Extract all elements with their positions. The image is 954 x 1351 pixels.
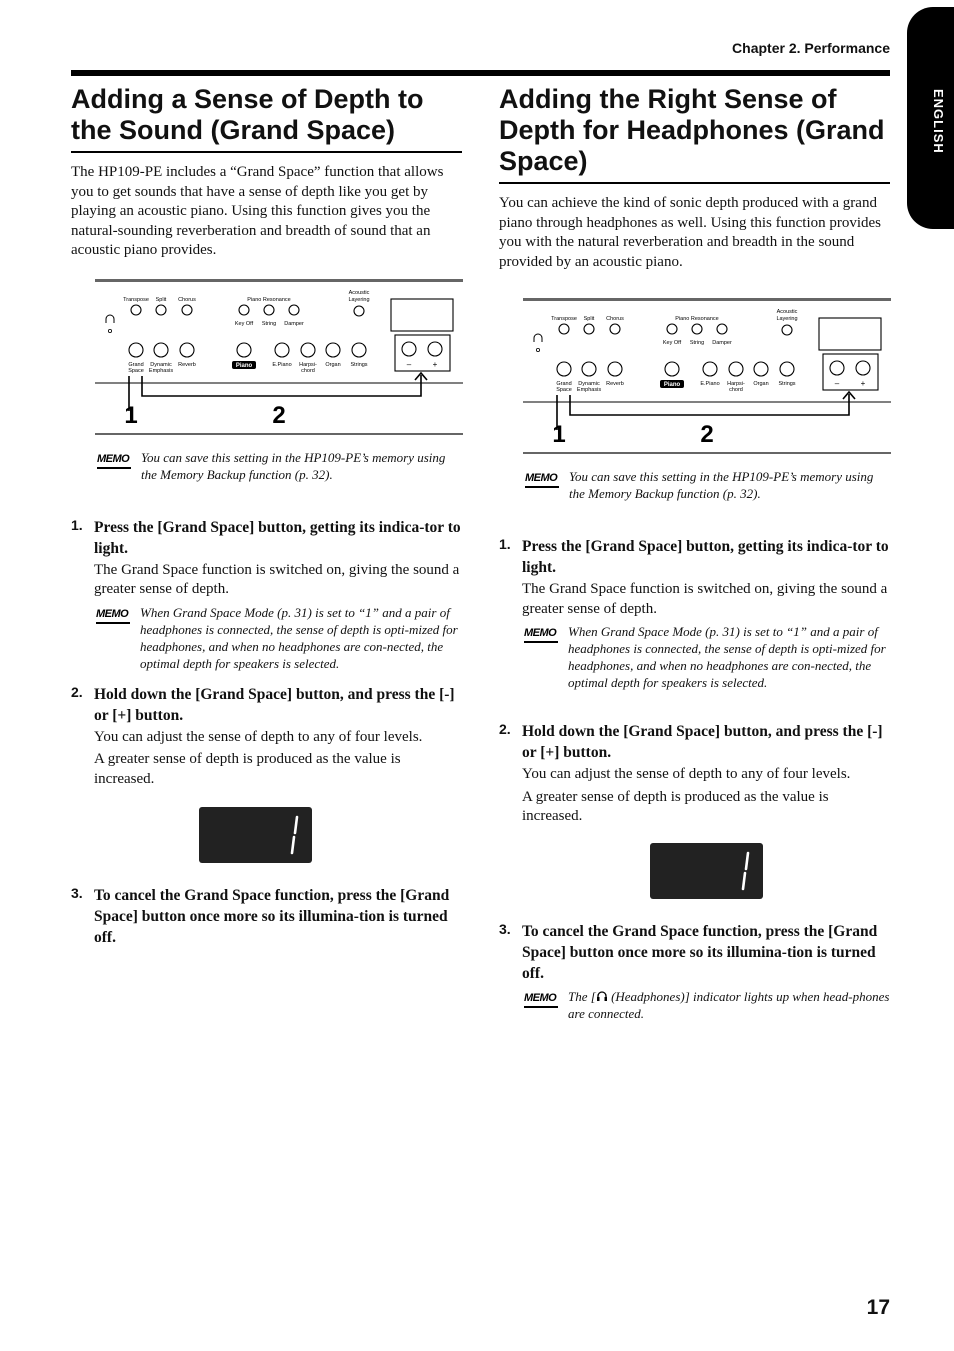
step-title: To cancel the Grand Space function, press the [Grand Space] button once more so its illumina-tion is turned off. <box>94 887 450 946</box>
panel-label: Emphasis <box>148 367 174 374</box>
panel-label: String <box>261 320 277 327</box>
callout-1: 1 <box>552 421 566 448</box>
header-rule <box>71 70 890 76</box>
piano-badge-label: Piano <box>663 382 681 388</box>
plus-button <box>856 361 870 375</box>
panel-button <box>782 325 792 335</box>
panel-button <box>326 343 340 357</box>
callout-2: 2 <box>700 421 714 448</box>
headphones-indicator <box>108 329 111 332</box>
panel-label: Acoustic <box>348 289 370 296</box>
panel-button <box>180 343 194 357</box>
panel-label: Transpose <box>123 296 149 303</box>
memo-pre: The [ <box>568 988 596 1004</box>
step-title: Press the [Grand Space] button, getting its indica-tor to light. <box>522 538 889 576</box>
step-number: 2. <box>499 721 511 737</box>
panel-label: Grand <box>556 381 572 387</box>
language-tab <box>907 7 954 229</box>
panel-label: Chorus <box>178 296 196 303</box>
led-segment <box>295 817 297 833</box>
step-body: The Grand Space function is switched on, giving the sound a greater sense of depth. <box>522 581 888 617</box>
plus-label: + <box>432 359 438 369</box>
panel-button <box>156 305 166 315</box>
headphones-icon <box>596 990 608 1002</box>
panel-label: Emphasis <box>576 387 602 393</box>
led-segment <box>743 873 745 889</box>
panel-button <box>289 305 299 315</box>
right-memo <box>523 468 890 502</box>
right-panel-diagram <box>523 298 891 458</box>
panel-label: Space <box>556 387 572 393</box>
minus-button <box>830 361 844 375</box>
right-intro: You can achieve the kind of sonic depth produced with a grand piano through headphones as well. Using this function provides you with the natural reverberation and breadth in the sound provided by an acoustic piano. <box>499 195 882 270</box>
right-section-title: Adding the Right Sense of Depth for Headphones (Grand Space) <box>499 84 890 184</box>
panel-label: Split <box>155 296 167 303</box>
panel-button <box>301 343 315 357</box>
panel-label: Split <box>583 316 595 322</box>
panel-button <box>610 324 620 334</box>
left-column <box>71 84 462 948</box>
right-step1-memo <box>522 623 890 691</box>
panel-button <box>780 362 794 376</box>
panel-label: Harpsi- <box>727 381 745 387</box>
left-intro: The HP109-PE includes a “Grand Space” function that allows you to get sounds that have a sense of depth like you get by playing an acoustic piano. Using this function gives you the natural-sounding reverberation and breadth of sound that an acoustic piano provides. <box>71 164 444 258</box>
led-svg <box>199 807 312 863</box>
panel-label: Dynamic <box>578 381 600 387</box>
panel-button <box>129 343 143 357</box>
led-digit-value: 1 <box>198 807 200 808</box>
memo-icon: MEMO <box>96 608 132 622</box>
panel-button <box>557 362 571 376</box>
plus-label: + <box>860 379 866 388</box>
panel-label: String <box>689 340 705 346</box>
step-body: You can adjust the sense of depth to any of four levels. <box>94 728 423 745</box>
panel-label: Layering <box>348 296 370 303</box>
led-digit-value: 1 <box>649 842 651 844</box>
step-body: The Grand Space function is switched on, giving the sound a greater sense of depth. <box>94 561 460 597</box>
panel-label: Acoustic <box>776 309 798 315</box>
panel-button <box>582 362 596 376</box>
panel-svg <box>95 279 463 439</box>
panel-label: Grand <box>128 361 144 368</box>
panel-button <box>667 324 677 334</box>
panel-display <box>391 299 453 331</box>
panel-label: Organ <box>325 361 341 368</box>
step-title: Hold down the [Grand Space] button, and press the [-] or [+] button. <box>522 723 883 761</box>
panel-label: Key Off <box>662 340 682 346</box>
panel-label: Damper <box>712 340 732 346</box>
panel-button <box>237 343 251 357</box>
panel-label: Damper <box>284 320 304 327</box>
step-memo-text <box>568 988 890 1022</box>
step-number: 1. <box>499 536 511 552</box>
memo-icon: MEMO <box>525 472 561 486</box>
left-step-1 <box>71 517 462 672</box>
language-tab-label: ENGLISH <box>931 89 946 154</box>
minus-label: – <box>834 379 840 388</box>
step-number: 1. <box>71 516 83 533</box>
callout-1: 1 <box>124 401 138 429</box>
panel-label: chord <box>729 387 743 393</box>
led-display <box>199 807 312 863</box>
step-number: 2. <box>71 683 83 700</box>
panel-button <box>559 324 569 334</box>
headphones-icon <box>106 315 114 323</box>
step-memo-text: When Grand Space Mode (p. 31) is set to “1” and a pair of headphones is connected, the sense of depth is opti-mized for headphones, and when no headphones are con-nected, the optimal depth for speakers is selected. <box>568 624 886 690</box>
led-display <box>650 843 763 899</box>
panel-label: Chorus <box>606 316 624 322</box>
step-memo-text: When Grand Space Mode (p. 31) is set to “1” and a pair of headphones is connected, the sense of depth is opti-mized for headphones, and when no headphones are con-nected, the optimal depth for speakers is selected. <box>140 604 458 671</box>
panel-label: Transpose <box>551 316 577 322</box>
panel-button <box>717 324 727 334</box>
right-memo-text: You can save this setting in the HP109-PE’s memory using the Memory Backup function (p. 32). <box>569 469 874 501</box>
panel-button <box>275 343 289 357</box>
right-step-1 <box>499 536 890 691</box>
panel-button <box>182 305 192 315</box>
panel-button <box>729 362 743 376</box>
plus-button <box>428 342 442 356</box>
right-step3-memo <box>522 988 890 1022</box>
left-step1-memo <box>94 604 462 672</box>
memo-icon: MEMO <box>524 992 560 1006</box>
panel-button <box>264 305 274 315</box>
panel-button <box>665 362 679 376</box>
step-title: Hold down the [Grand Space] button, and press the [-] or [+] button. <box>94 685 455 724</box>
led-segment <box>292 837 294 853</box>
panel-label: Piano Resonance <box>675 316 719 322</box>
panel-top-rule <box>523 298 891 301</box>
panel-label: Reverb <box>606 381 624 387</box>
piano-badge-label: Piano <box>235 362 253 369</box>
step-title: To cancel the Grand Space function, press the [Grand Space] button once more so its illumina-tion is turned off. <box>522 922 878 982</box>
step-number: 3. <box>499 920 511 937</box>
panel-label: E.Piano <box>272 361 292 368</box>
panel-top-rule <box>95 279 463 282</box>
step-title: Press the [Grand Space] button, getting its indica-tor to light. <box>94 518 461 557</box>
panel-button <box>354 306 364 316</box>
panel-label: Space <box>128 367 144 374</box>
panel-label: Key Off <box>234 320 254 327</box>
step-body: A greater sense of depth is produced as the value is increased. <box>522 788 829 824</box>
right-step-2 <box>499 721 890 899</box>
panel-svg <box>523 298 891 458</box>
left-memo-text: You can save this setting in the HP109-PE’s memory using the Memory Backup function (p. 32). <box>141 449 446 482</box>
panel-label: Dynamic <box>150 361 172 368</box>
memo-icon: MEMO <box>524 627 560 641</box>
left-memo <box>95 449 462 483</box>
left-section-title: Adding a Sense of Depth to the Sound (Grand Space) <box>71 84 462 153</box>
step-body: A greater sense of depth is produced as the value is increased. <box>94 751 401 787</box>
chapter-heading: Chapter 2. Performance <box>732 40 890 56</box>
headphones-indicator <box>536 348 539 351</box>
panel-label: Strings <box>778 381 796 387</box>
left-step-2 <box>71 684 462 864</box>
callout-2: 2 <box>272 401 286 429</box>
panel-button <box>154 343 168 357</box>
right-column <box>499 84 890 1022</box>
minus-label: – <box>406 359 412 369</box>
panel-display <box>819 318 881 350</box>
minus-button <box>402 342 416 356</box>
panel-button <box>703 362 717 376</box>
memo-post: (Headphones)] indicator lights up when head-phones are connected. <box>568 988 890 1021</box>
led-svg <box>650 843 763 899</box>
panel-button <box>608 362 622 376</box>
panel-button <box>692 324 702 334</box>
panel-button <box>754 362 768 376</box>
panel-label: Harpsi- <box>299 361 317 368</box>
left-step-3 <box>71 885 462 948</box>
left-panel-diagram <box>95 279 463 439</box>
panel-label: Organ <box>753 381 769 387</box>
panel-bottom-rule <box>95 433 463 435</box>
panel-label: Layering <box>776 316 798 322</box>
panel-button <box>352 343 366 357</box>
panel-button <box>131 305 141 315</box>
right-step-3 <box>499 921 890 1022</box>
page-number: 17 <box>866 1296 890 1319</box>
panel-label: Piano Resonance <box>247 296 291 303</box>
panel-button <box>239 305 249 315</box>
memo-icon: MEMO <box>97 453 133 467</box>
panel-label: E.Piano <box>700 381 720 387</box>
headphones-icon <box>534 334 542 342</box>
panel-bottom-rule <box>523 452 891 454</box>
step-body: You can adjust the sense of depth to any of four levels. <box>522 766 851 782</box>
panel-label: Strings <box>350 361 368 368</box>
panel-button <box>584 324 594 334</box>
panel-label: Reverb <box>178 361 196 368</box>
led-segment <box>746 853 748 869</box>
panel-label: chord <box>301 367 315 374</box>
step-number: 3. <box>71 885 83 901</box>
